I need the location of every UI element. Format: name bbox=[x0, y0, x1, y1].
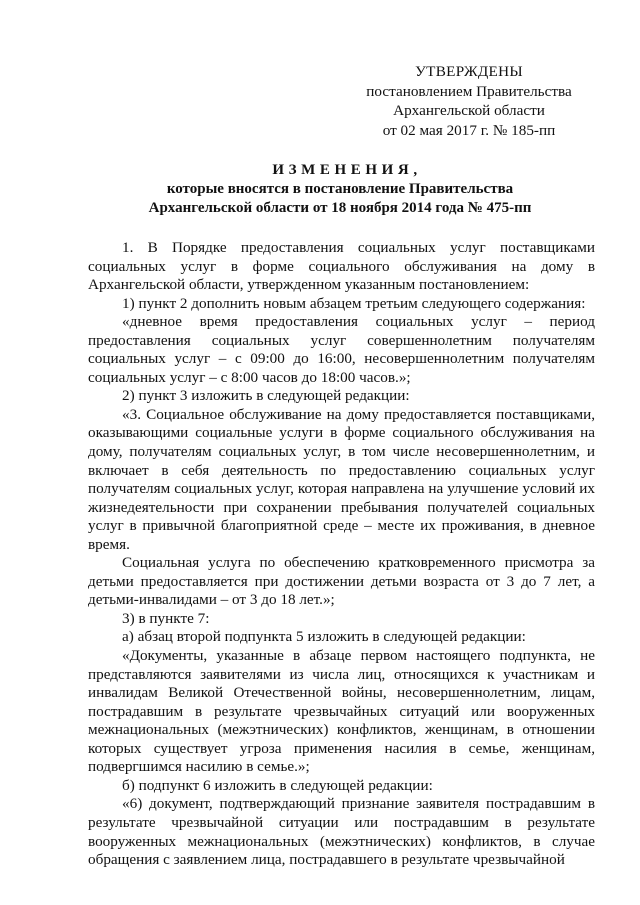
approval-stamp bbox=[360, 62, 578, 140]
paragraph-item-1: 1. В Порядке предоставления социальных услуг поставщиками социальных услуг в форме социального обслуживания на дому в Архангельской области, утвержденном указанным постановлением: bbox=[88, 239, 595, 294]
paragraph-quote-subpoint-6: «6) документ, подтверждающий признание заявителя пострадавшим в результате чрезвычайной ситуации или пострадавшим в результате вооруженных межнациональных (межэтнических) конфликтов, в случае обращения с заявлением лица, пострадавшего в результате чрезвычайной bbox=[88, 795, 595, 869]
document-body bbox=[88, 239, 595, 870]
approval-line-3: Архангельской области bbox=[393, 102, 545, 119]
paragraph-subitem-3a: а) абзац второй подпункта 5 изложить в следующей редакции: bbox=[122, 628, 526, 646]
approval-heading: УТВЕРЖДЕНЫ bbox=[415, 63, 523, 80]
paragraph-childcare: Социальная услуга по обеспечению кратковременного присмотра за детьми предоставляется при достижении детьми возраста от 3 до 7 лет, а детьми-инвалидами – от 3 до 18 лет.»; bbox=[88, 554, 595, 609]
paragraph-quote-daytime: «дневное время предоставления социальных услуг – период предоставления социальных услуг совершеннолетним получателям социальных услуг – с 09:00 до 16:00, несовершеннолетним получателям социальных услуг – с 8:00 часов до 18:00 часов.»; bbox=[88, 313, 595, 386]
document-title bbox=[90, 160, 590, 218]
title-subtitle-2: Архангельской области от 18 ноября 2014 года № 475-пп bbox=[148, 200, 532, 216]
paragraph-subitem-3b: б) подпункт 6 изложить в следующей редакции: bbox=[122, 776, 433, 794]
paragraph-subitem-2: 2) пункт 3 изложить в следующей редакции: bbox=[122, 387, 410, 405]
title-subtitle-1: которые вносятся в постановление Правительства bbox=[166, 181, 514, 197]
paragraph-quote-documents: «Документы, указанные в абзаце первом настоящего подпункта, не представляются заявителями из числа лиц, относящихся к участникам и инвалидам Великой Отечественной войны, несовершеннолетним, лицам, пострадавшим в результате чрезвычайных ситуаций или вооруженных межнациональных (межэтнических) конфликтов, женщинам, в отношении которых существует угроза применения насилия в семье, женщинам, подвергшимся насилию в семье.»; bbox=[88, 647, 595, 776]
paragraph-subitem-3: 3) в пункте 7: bbox=[122, 609, 210, 627]
approval-line-2: постановлением Правительства bbox=[366, 82, 572, 100]
paragraph-subitem-1: 1) пункт 2 дополнить новым абзацем третьим следующего содержания: bbox=[122, 294, 586, 312]
paragraph-quote-point-3: «3. Социальное обслуживание на дому предоставляется поставщиками, оказывающими социальные услуги в форме социального обслуживания на дому, получателям социальных услуг, в том числе несовершеннолетним, и включает в себя деятельность по предоставлению социальных услуг получателям социальных услуг, которая направлена на улучшение условий их жизнедеятельности при сохранении пребывания получателей социальных услуг в привычной благоприятной среде – месте их проживания, в дневное время. bbox=[88, 405, 595, 553]
approval-date-line: от 02 мая 2017 г. № 185-пп bbox=[382, 121, 556, 139]
title-main: ИЗМЕНЕНИЯ, bbox=[272, 162, 422, 178]
